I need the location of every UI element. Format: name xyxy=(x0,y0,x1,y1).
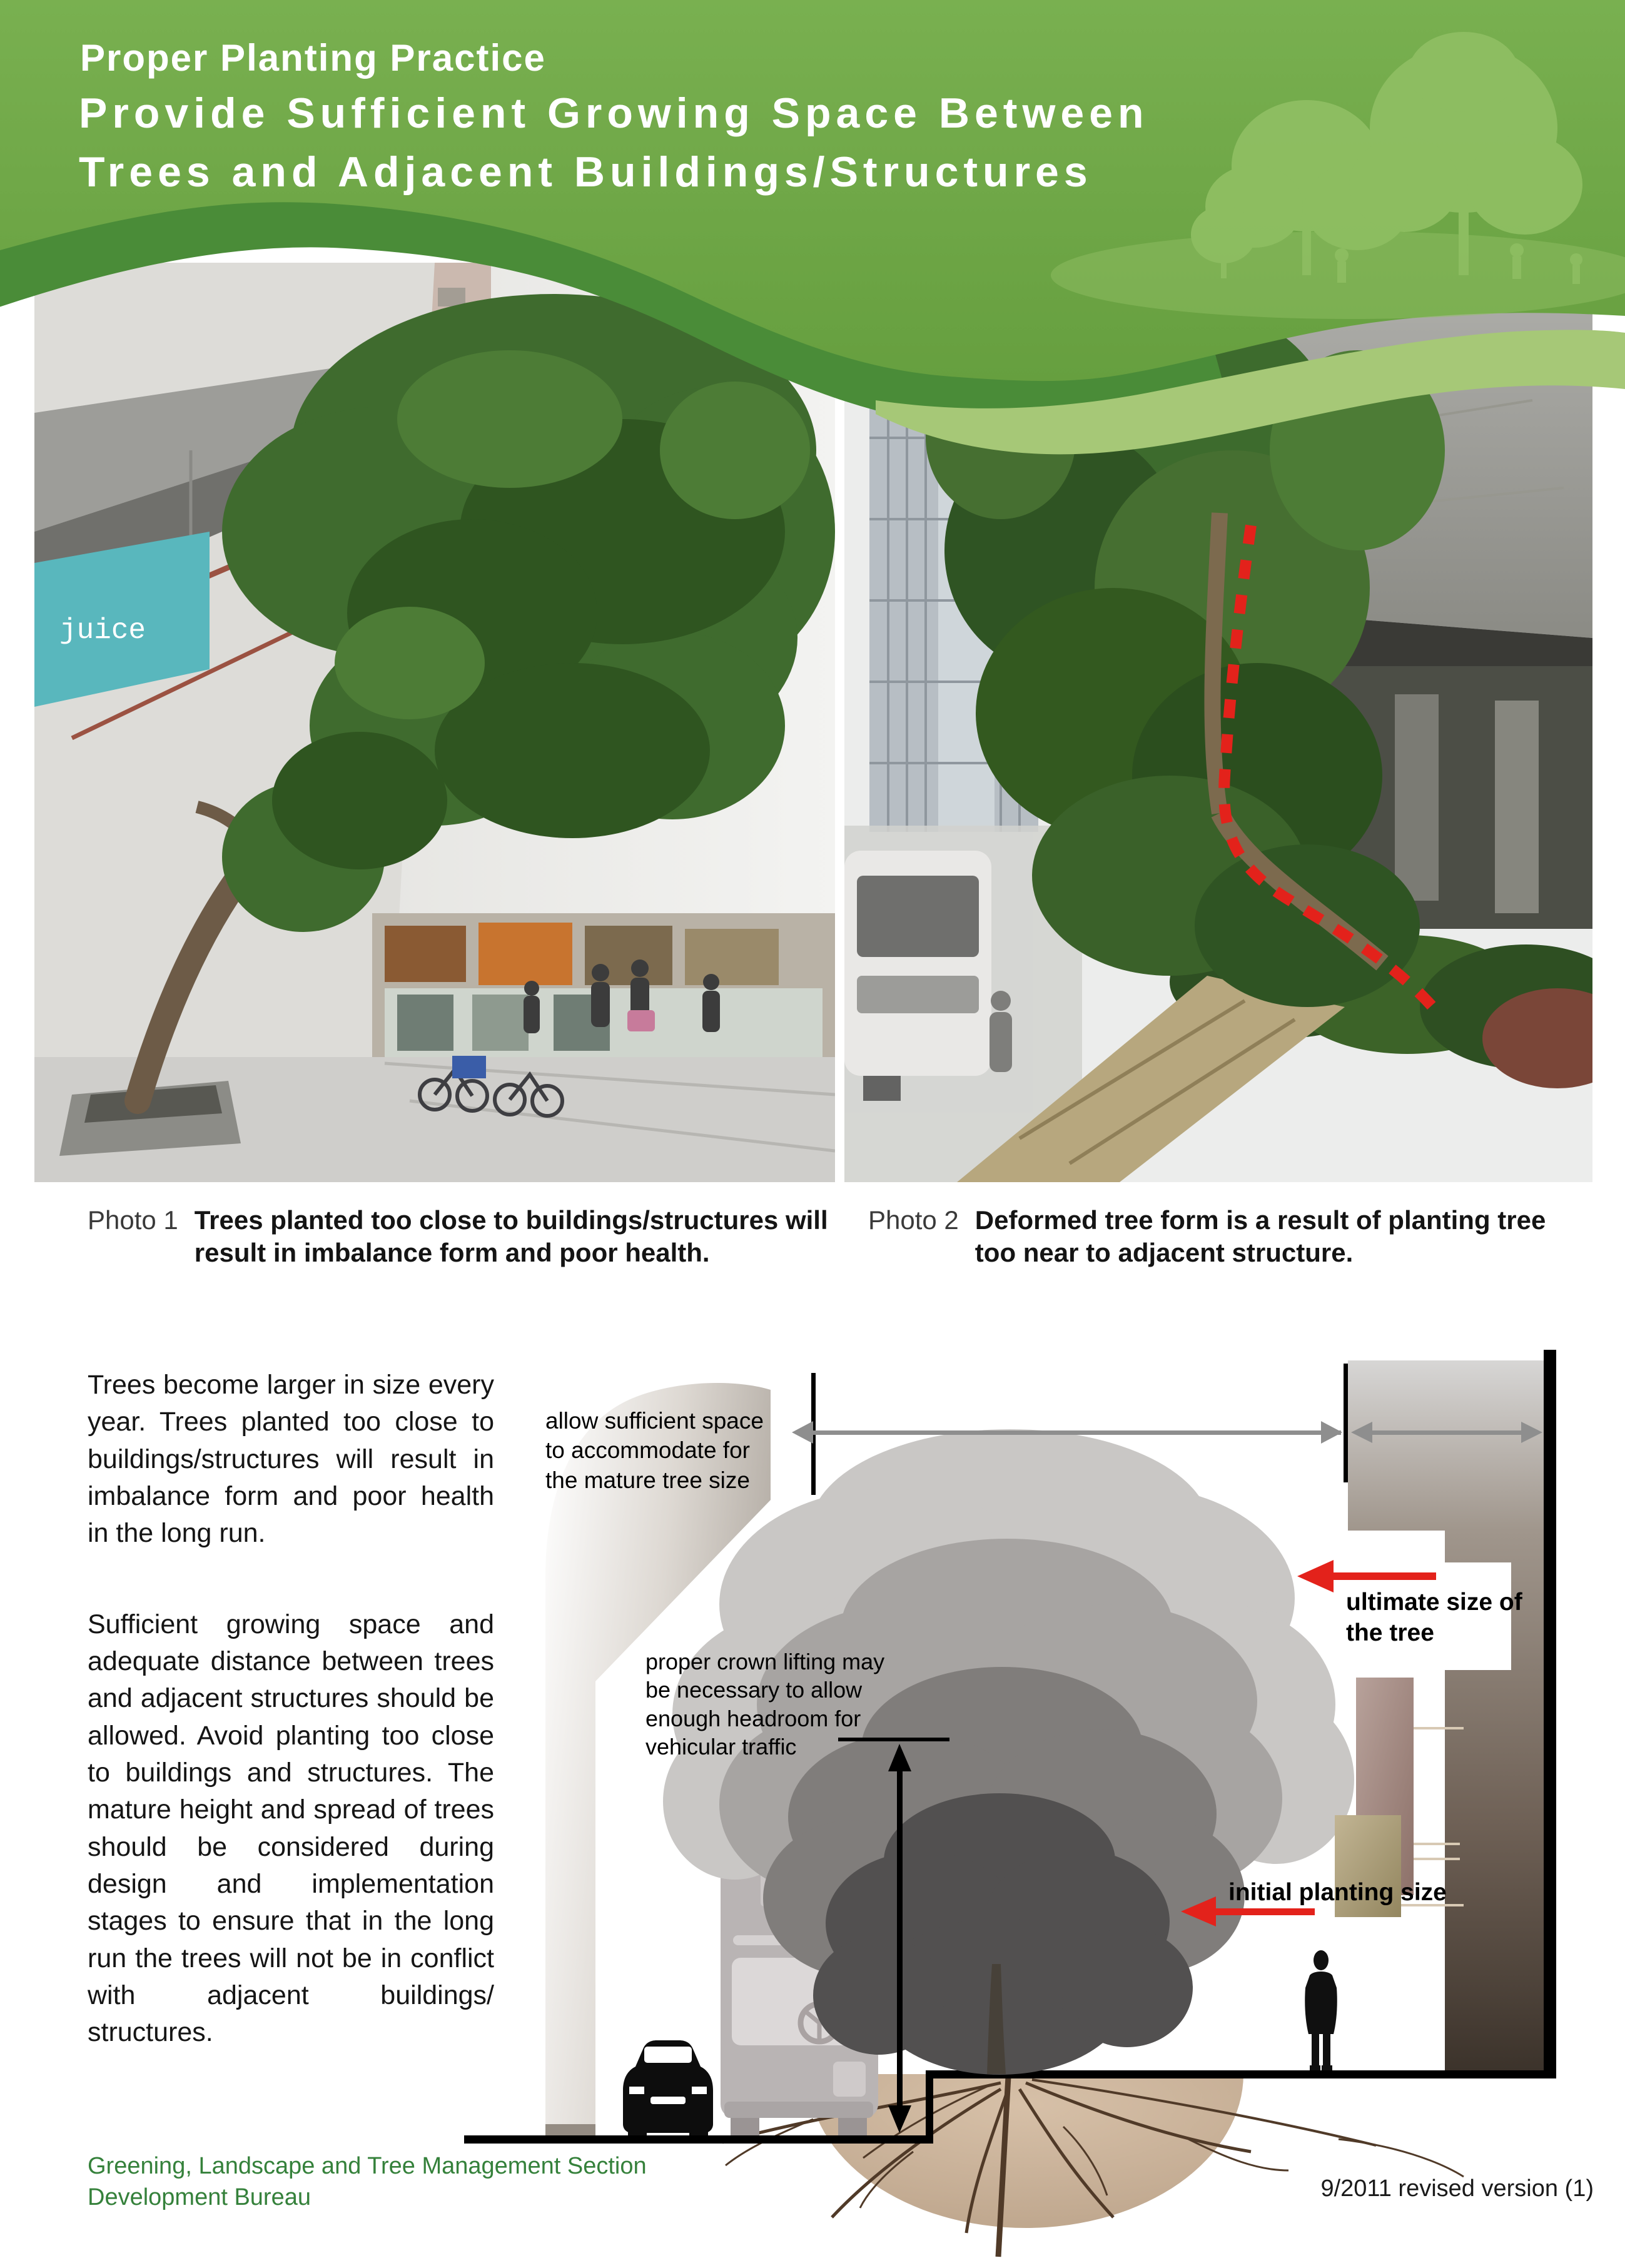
photo-1-label: Photo 1 xyxy=(88,1205,178,1235)
body-paragraph-2: Sufficient growing space and adequate distance between trees and adjacent structures should be allowed. Avoid planting too close to buildings and structures. The mature height and spread of trees should be considered during design and implementation stages to ensure that in the long run the trees will not be in conflict with adjacent buildings/ structures. xyxy=(88,1609,494,2048)
left-wall-base-shadow xyxy=(545,2124,595,2135)
header-kicker: Proper Planting Practice xyxy=(80,37,546,79)
photo-2-caption-row xyxy=(868,1204,1594,1269)
photo-2-caption: Deformed tree form is a result of planting tree too near to adjacent structure. xyxy=(974,1205,1546,1268)
photo-1-caption-row xyxy=(88,1204,838,1269)
annotation-allow-space: allow sufficient space to accommodate for the mature tree size xyxy=(545,1408,764,1493)
annotation-crown-lifting: proper crown lifting may be necessary to allow enough headroom for vehicular traffic xyxy=(645,1649,885,1760)
body-text-column xyxy=(88,1367,494,2105)
photo-1-caption: Trees planted too close to buildings/structures will result in imbalance form and poor health. xyxy=(194,1205,828,1268)
annotation-ultimate-size: ultimate size of the tree xyxy=(1346,1589,1522,1646)
juice-sign-text: juice xyxy=(59,614,146,647)
page-title-line1: Provide Sufficient Growing Space Between xyxy=(79,89,1149,137)
pedestrian-figure xyxy=(1305,1950,1337,2070)
footer-organisation xyxy=(88,2150,647,2213)
page-title-line2: Trees and Adjacent Buildings/Structures xyxy=(79,148,1093,196)
car xyxy=(623,2040,713,2137)
annotation-initial-size: initial planting size xyxy=(1228,1879,1447,1906)
footer-org-line2: Development Bureau xyxy=(88,2184,311,2211)
mature-size-boundary-line-right xyxy=(1344,1364,1348,1482)
photo-2-label: Photo 2 xyxy=(868,1205,959,1235)
body-paragraph-1: Trees become larger in size every year. Trees planted too close to buildings/structures will result in imbalance form and poor health in the long run. xyxy=(88,1370,494,1549)
footer-version-note: 9/2011 revised version (1) xyxy=(1320,2175,1594,2202)
footer-org-line1: Greening, Landscape and Tree Management Section xyxy=(88,2153,647,2179)
